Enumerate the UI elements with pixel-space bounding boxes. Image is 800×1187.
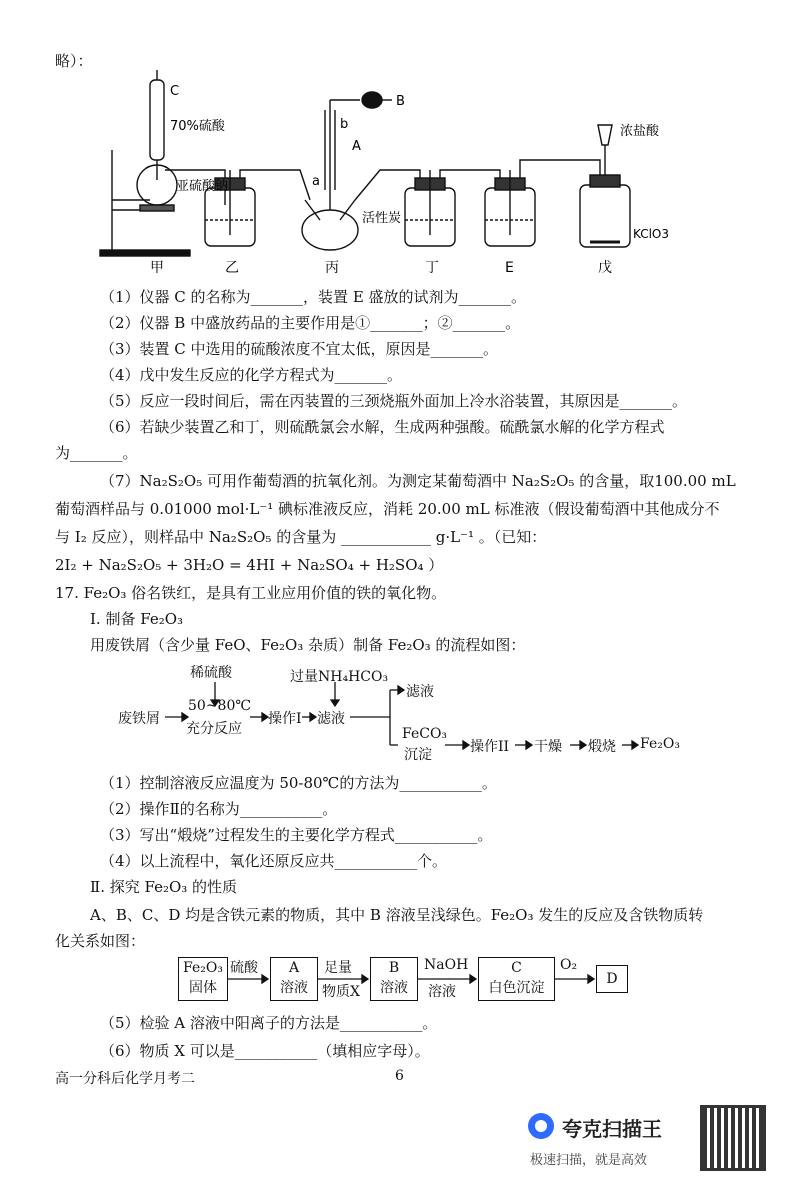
flow2-box1-top: Fe₂O₃ <box>183 960 223 976</box>
q17-part2-intro2: 化关系如图： <box>55 932 146 950</box>
flow1-ppt-bottom: 沉淀 <box>404 747 432 763</box>
flow2-box-c <box>478 957 555 1001</box>
flow2-arrow2-top: 足量 <box>324 960 352 976</box>
station-bing: 丙 <box>325 260 339 276</box>
q16-line-5: （5）反应一段时间后，需在丙装置的三颈烧瓶外面加上冷水浴装置，其原因是_______。 <box>100 392 688 410</box>
flow1-reagent2: 过量NH₄HCO₃ <box>290 669 389 685</box>
flow1-cond-top: 50~80℃ <box>188 698 252 714</box>
flow2-box-a <box>270 957 318 1001</box>
flow1-product: Fe₂O₃ <box>640 736 680 752</box>
q16-line-9: 葡萄酒样品与 0.01000 mol·L⁻¹ 碘标准液反应，消耗 20.00 mL 标准液（假设葡萄酒中其他成分不 <box>55 500 720 518</box>
label-sulfite: 亚硫酸钠 <box>176 179 229 194</box>
flow1-filtrate2: 滤液 <box>406 684 434 700</box>
flow2-box4-bottom: 白色沉淀 <box>488 980 545 996</box>
q17-part2-intro1: A、B、C、D 均是含铁元素的物质，其中 B 溶液呈浅绿色。Fe₂O₃ 发生的反应及含铁物质转 <box>90 906 704 924</box>
scanner-logo-icon <box>528 1113 554 1139</box>
station-yi: 乙 <box>225 260 239 276</box>
flow2-box-fe2o3 <box>178 957 228 1001</box>
label-carbon: 活性炭 <box>362 211 402 226</box>
scanner-brand: 夸克扫描王 <box>562 1117 662 1141</box>
flow2-box2-bottom: 溶液 <box>280 980 308 996</box>
flow2-arrow3-bottom: 溶液 <box>428 984 456 1000</box>
page-number: 6 <box>395 1068 404 1084</box>
footer-title: 高一分科后化学月考二 <box>55 1071 195 1087</box>
flow1-reagent1: 稀硫酸 <box>190 665 232 681</box>
flow1-calcine: 煅烧 <box>588 739 616 755</box>
q17-q4: （4）以上流程中，氧化还原反应共___________个。 <box>100 852 448 870</box>
q16-line-6: （6）若缺少装置乙和丁，则硫酰氯会水解，生成两种强酸。硫酰氯水解的化学方程式 <box>100 418 665 436</box>
q17-part1-title: Ⅰ. 制备 Fe₂O₃ <box>90 610 184 628</box>
station-jia: 甲 <box>150 260 164 276</box>
flow2-box-b <box>370 957 418 1001</box>
flow2-box1-bottom: 固体 <box>189 980 217 996</box>
flow1-op2: 操作II <box>470 739 510 755</box>
q16-line-4: （4）戊中发生反应的化学方程式为_______。 <box>100 366 403 384</box>
flow2-box2-top: A <box>288 960 300 976</box>
flow2-arrow3-top: NaOH <box>424 957 469 973</box>
intro-text: 略）： <box>55 52 93 70</box>
q16-line-11: 2I₂ + Na₂S₂O₅ + 3H₂O = 4HI + Na₂SO₄ + H₂SO₄ ） <box>55 556 444 574</box>
flow2-arrow1: 硫酸 <box>230 960 258 976</box>
label-hcl: 浓盐酸 <box>620 124 660 139</box>
station-ding: 丁 <box>425 260 439 276</box>
q16-line-3: （3）装置 C 中选用的硫酸浓度不宜太低，原因是_______。 <box>100 340 499 358</box>
label-kclo3: KClO3 <box>633 227 670 241</box>
flow1-filtrate1: 滤液 <box>317 711 345 727</box>
scanner-slogan: 极速扫描，就是高效 <box>530 1153 648 1168</box>
flow1-cond-bottom: 充分反应 <box>186 721 242 737</box>
q17-part2-title: Ⅱ. 探究 Fe₂O₃ 的性质 <box>90 878 238 896</box>
flow2-box3-top: B <box>388 960 400 976</box>
q16-line-7: 为_______。 <box>55 444 138 462</box>
q16-line-2: （2）仪器 B 中盛放药品的主要作用是①_______；②_______。 <box>100 314 521 332</box>
flow-chart-2 <box>0 955 800 1005</box>
q16-line-8: （7）Na₂S₂O₅ 可用作葡萄酒的抗氧化剂。为测定某葡萄酒中 Na₂S₂O₅ 的含量，取100.00 mL <box>100 472 736 490</box>
flow1-start: 废铁屑 <box>118 711 160 727</box>
q17-q1: （1）控制溶液反应温度为 50-80℃的方法为___________。 <box>100 774 497 792</box>
flow2-box3-bottom: 溶液 <box>380 980 408 996</box>
label-a-upper: A <box>352 139 361 154</box>
scanner-watermark <box>520 1105 790 1175</box>
flow1-op1: 操作I <box>268 711 302 727</box>
label-b-upper: B <box>396 94 405 109</box>
q17-title: 17. Fe₂O₃ 俗名铁红，是具有工业应用价值的铁的氧化物。 <box>55 584 447 602</box>
q17-q2: （2）操作Ⅱ的名称为___________。 <box>100 800 338 818</box>
qr-code-icon <box>700 1105 766 1171</box>
flow2-arrow4: O₂ <box>560 957 578 973</box>
q16-line-1: （1）仪器 C 的名称为_______，装置 E 盛放的试剂为_______。 <box>100 288 527 306</box>
flow1-dry: 干燥 <box>534 739 562 755</box>
label-a-lower: a <box>312 174 320 189</box>
label-b-lower: b <box>340 117 349 132</box>
q17-part1-intro: 用废铁屑（含少量 FeO、Fe₂O₃ 杂质）制备 Fe₂O₃ 的流程如图： <box>90 636 526 654</box>
station-wu: 戊 <box>598 260 612 276</box>
q17-q6: （6）物质 X 可以是___________（填相应字母）。 <box>100 1042 430 1060</box>
flow1-ppt-top: FeCO₃ <box>402 726 448 742</box>
q17-q3: （3）写出“煅烧”过程发生的主要化学方程式___________。 <box>100 826 493 844</box>
q17-q5: （5）检验 A 溶液中阳离子的方法是___________。 <box>100 1014 438 1032</box>
station-e: E <box>505 260 514 276</box>
label-c: C <box>170 84 180 99</box>
q16-line-10: 与 I₂ 反应），则样品中 Na₂S₂O₅ 的含量为 ____________ g·L⁻¹ 。（已知： <box>55 528 547 546</box>
label-acid: 70%硫酸 <box>170 119 225 134</box>
flow-chart-1 <box>0 660 800 763</box>
flow2-box-d: D <box>596 965 628 993</box>
flow2-box4-top: C <box>511 960 522 976</box>
flow2-arrow2-bottom: 物质X <box>322 984 360 1000</box>
